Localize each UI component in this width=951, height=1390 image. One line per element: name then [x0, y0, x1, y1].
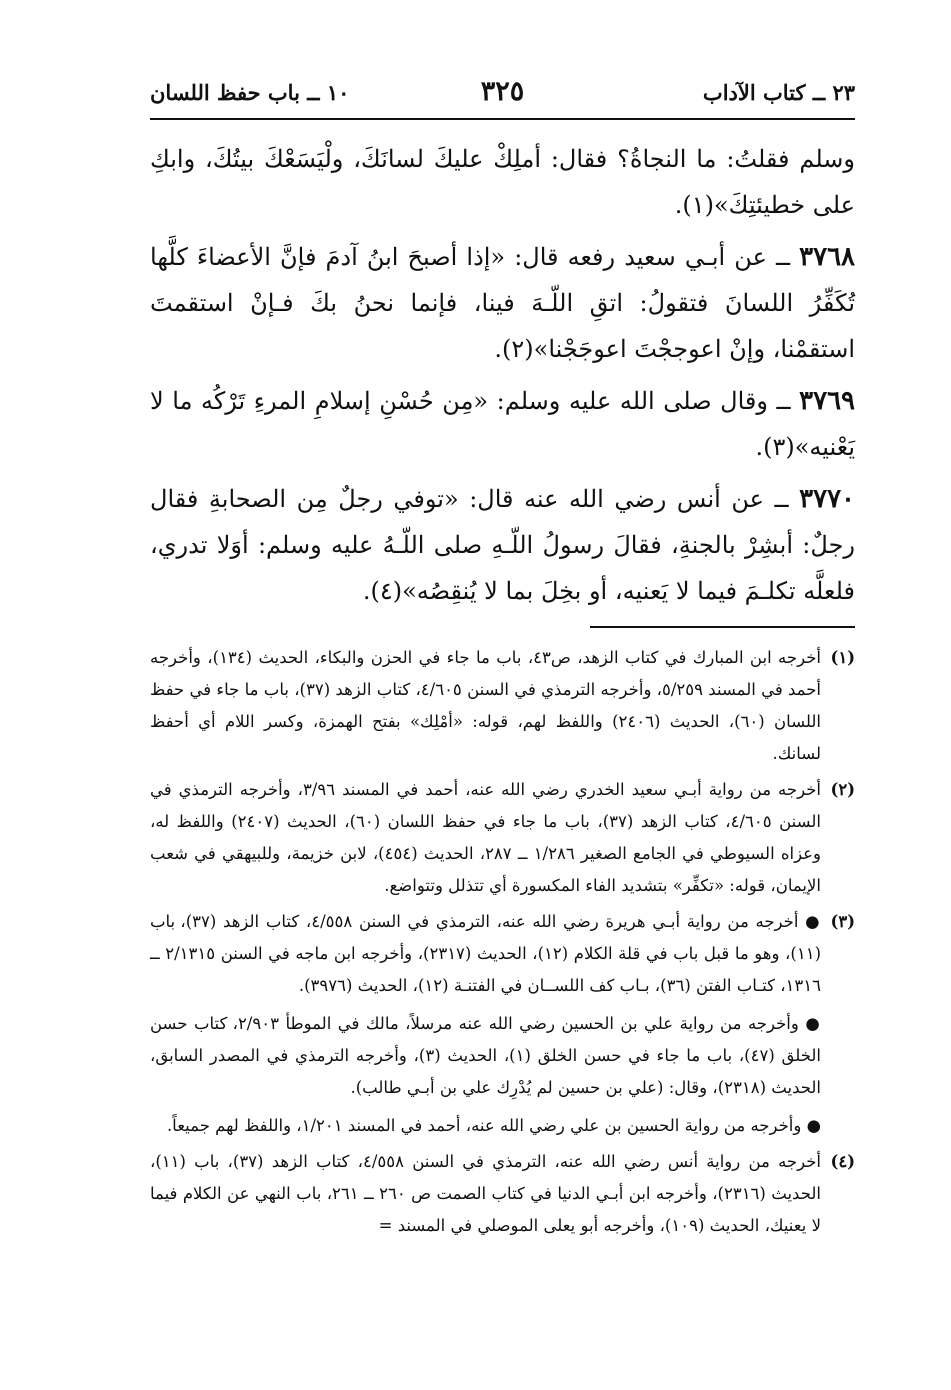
footnote-2: [150, 774, 855, 902]
footnotes: [150, 642, 855, 1242]
footnote-number: (٣): [830, 912, 855, 931]
book-page: [150, 78, 855, 1246]
hadith-number: ٣٧٦٩: [799, 386, 855, 416]
footnote-divider: [590, 626, 855, 628]
hadith-number: ٣٧٦٨: [799, 242, 855, 272]
hadith-text: ــ وقال صلى الله عليه وسلم: «مِن حُسْنِ إسلامِ المرءِ تَرْكُه ما لا يَعْنيه»(٣).: [150, 387, 855, 461]
footnote-number: (٤): [830, 1152, 855, 1171]
chapter-title: ٢٣ ــ كتاب الآداب: [702, 80, 855, 105]
hadith-3768: [150, 234, 855, 372]
footnote-4: [150, 1146, 855, 1242]
page-header: [150, 78, 855, 120]
footnote-text: أخرجه ابن المبارك في كتاب الزهد، ص٤٣، باب ما جاء في الحزن والبكاء، الحديث (١٣٤)، وأخرجه أحمد في المسند ٥/٢٥٩، وأخرجه الترمذي في السنن ٤/٦٠٥، كتاب الزهد (٣٧)، باب ما جاء في حفظ اللسان (٦٠)، الحديث (٢٤٠٦) واللفظ لهم، قوله: «أمْلِك» بفتح الهمزة، وكسر اللام أي أحفظ لسانك.: [150, 648, 821, 763]
main-text: [150, 136, 855, 614]
footnote-text: ● وأخرجه من رواية الحسين بن علي رضي الله عنه، أحمد في المسند ١/٢٠١، واللفظ لهم جميعاً.: [166, 1116, 821, 1135]
hadith-text: ــ عن أبـي سعيد رفعه قال: «إذا أصبحَ ابنُ آدمَ فإنَّ الأعضاءَ كلَّها تُكَفِّرُ اللسانَ فتقولُ: اتقِ اللّـهَ فينا، فإنما نحنُ بكَ فـإنْ استقمتَ استقمْنا، وإنْ اعوججْتَ اعوجَجْنا»(٢).: [150, 243, 855, 363]
footnote-1: [150, 642, 855, 770]
footnote-text: أخرجه من رواية أنس رضي الله عنه، الترمذي في السنن ٤/٥٥٨، كتاب الزهد (٣٧)، باب (١١)، الحديث (٢٣١٦)، وأخرجه ابن أبـي الدنيا في كتاب الصمت ص ٢٦٠ ــ ٢٦١، باب النهي عن الكلام فيما لا يعنيك، الحديث (١٠٩)، وأخرجه أبو يعلى الموصلي في المسند =: [150, 1152, 822, 1235]
footnote-3: [150, 906, 855, 1142]
footnote-number: (٢): [830, 780, 855, 799]
page-number: ٣٢٥: [480, 76, 525, 107]
hadith-3770: [150, 476, 855, 614]
footnote-text: ● أخرجه من رواية أبـي هريرة رضي الله عنه، الترمذي في السنن ٤/٥٥٨، كتاب الزهد (٣٧)، باب (١١)، وهو ما قبل باب في قلة الكلام (١٢)، الحديث (٢٣١٧)، وأخرجه ابن ماجه في السنن ٢/١٣١٥ ــ ١٣١٦، كتـاب الفتن (٣٦)، بـاب كف اللســان في الفتنـة (١٢)، الحديث (٣٩٧٦).: [150, 912, 821, 995]
footnote-text: ● وأخرجه من رواية علي بن الحسين رضي الله عنه مرسلاً، مالك في الموطأ ٢/٩٠٣، كتاب حسن الخلق (٤٧)، باب ما جاء في حسن الخلق (١)، الحديث (٣)، وأخرجه الترمذي في المصدر السابق، الحديث (٢٣١٨)، وقال: (علي بن حسين لم يُدْرِك علي بن أبـي طالب).: [150, 1014, 822, 1097]
footnote-number: (١): [830, 648, 855, 667]
hadith-text: ــ عن أنس رضي الله عنه قال: «توفي رجلٌ مِن الصحابةِ فقال رجلٌ: أبشِرْ بالجنةِ، فقالَ رسولُ اللّـهِ صلى اللّـهُ عليه وسلم: أوَلا تدري، فلعلَّه تكلـمَ فيما لا يَعنيه، أو بخِلَ بما لا يُنقِصُه»(٤).: [150, 485, 855, 605]
footnote-text: أخرجه من رواية أبـي سعيد الخدري رضي الله عنه، أحمد في المسند ٣/٩٦، وأخرجه الترمذي في السنن ٤/٦٠٥، كتاب الزهد (٣٧)، باب ما جاء في حفظ اللسان (٦٠)، الحديث (٢٤٠٧) واللفظ له، وعزاه السيوطي في الجامع الصغير ١/٢٨٦ ــ ٢٨٧، الحديث (٤٥٤)، لابن خزيمة، وللبيهقي في شعب الإيمان، قوله: «تكفِّر» بتشديد الفاء المكسورة أي تتذلل وتتواضع.: [150, 780, 821, 895]
paragraph-continuation: وسلم فقلتُ: ما النجاةُ؟ فقال: أملِكْ عليكَ لسانَكَ، ولْيَسَعْكَ بيتُكَ، وابكِ على خطيئتِكَ»(١).: [150, 145, 855, 219]
hadith-number: ٣٧٧٠: [799, 484, 855, 514]
section-title: ١٠ ــ باب حفظ اللسان: [150, 80, 350, 105]
hadith-3769: [150, 378, 855, 470]
